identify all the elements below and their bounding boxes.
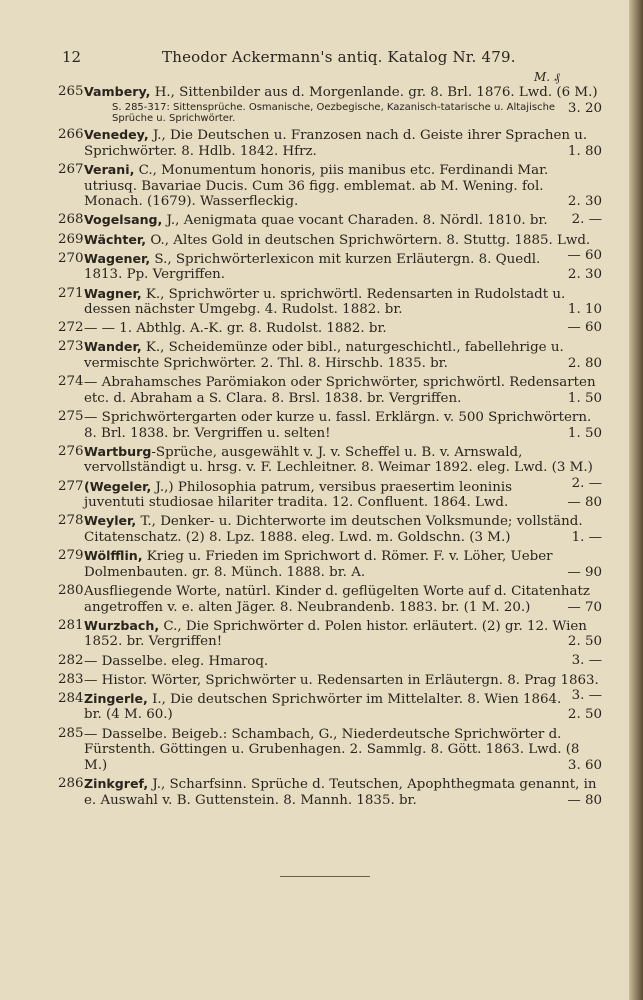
entry-price: 1. — xyxy=(571,529,602,545)
catalog-entry xyxy=(58,212,602,229)
entry-price: 2. 50 xyxy=(567,707,602,723)
entry-author: Zingerle, xyxy=(84,690,148,706)
entry-author: Venedey, xyxy=(84,127,149,143)
entry-number: 285 xyxy=(58,725,84,741)
entry-description: — Abrahamsches Parömiakon oder Sprichwörter, sprichwörtl. Redensarten etc. d. Abraham a S. Clara. 8. Brsl. 1838. br. Vergriffen. xyxy=(84,375,596,406)
entry-description: Ausfliegende Worte, natürl. Kinder d. geflügelten Worte auf d. Citatenhatz angetroffen v. e. alten Jäger. 8. Neubrandenb. 1883. br. (1 M. 20.) xyxy=(84,583,590,615)
catalog-entry xyxy=(58,548,602,580)
entry-description: J., Die Deutschen u. Franzosen nach d. Geiste ihrer Sprachen u. Sprichwörter. 8. Hdlb. 1842. Hfrz. xyxy=(84,128,588,159)
entry-number: 271 xyxy=(58,285,84,301)
entry-description: J., Aenigmata quae vocant Charaden. 8. Nördl. 1810. br. xyxy=(162,213,548,229)
entry-description: — Dasselbe. eleg. Hmaroq. xyxy=(84,653,269,669)
running-title: Theodor Ackermann's antiq. Katalog Nr. 479. xyxy=(162,48,516,66)
catalog-entry xyxy=(58,726,602,774)
entry-price: 1. 10 xyxy=(567,302,602,318)
entry-author: Wurzbach, xyxy=(84,617,160,633)
page-number: 12 xyxy=(62,48,82,66)
entry-number: 284 xyxy=(58,690,84,706)
entry-number: 278 xyxy=(58,513,84,529)
entry-number: 277 xyxy=(58,478,84,494)
entry-description: I., Die deutschen Sprichwörter im Mittelalter. 8. Wien 1864. br. (4 M. 60.) xyxy=(84,691,562,723)
entry-author: Wagner, xyxy=(84,285,142,301)
entry-price: — 70 xyxy=(567,599,602,615)
entry-price: 2. — xyxy=(571,212,602,228)
catalog-entry xyxy=(58,286,602,318)
entry-number: 267 xyxy=(58,161,84,177)
entry-description: — — 1. Abthlg. A.-K. gr. 8. Rudolst. 1882. br. xyxy=(84,321,387,337)
catalog-entry xyxy=(58,776,602,808)
entry-author: Wander, xyxy=(84,339,142,355)
catalog-entry xyxy=(58,513,602,545)
entry-price: 2. 30 xyxy=(567,194,602,210)
entry-number: 273 xyxy=(58,339,84,355)
entry-description: C., Monumentum honoris, piis manibus etc. Ferdinandi Mar. utriusq. Bavariae Ducis. Cum 36 figg. emblemat. ab M. Wening. fol. Monach. (1679). Wasserfleckig. xyxy=(84,162,549,210)
entry-description: Krieg u. Frieden im Sprichwort d. Römer. F. v. Löher, Ueber Dolmenbauten. gr. 8. Münch. 1888. br. A. xyxy=(84,549,553,580)
entry-price: 2. — xyxy=(571,476,602,491)
end-rule xyxy=(280,876,370,877)
catalog-entry xyxy=(58,479,602,511)
entry-description: J.,) Philosophia patrum, versibus praesertim leoninis juventuti studiosae hilariter tradita. 12. Confluent. 1864. Lwd. xyxy=(84,479,512,511)
entry-author: Vambery, xyxy=(84,84,151,99)
entry-number: 275 xyxy=(58,409,84,425)
entry-author: Vogelsang, xyxy=(84,212,163,228)
entry-number: 265 xyxy=(58,84,84,99)
entry-number: 268 xyxy=(58,212,84,228)
entry-price: — 60 xyxy=(567,320,602,336)
catalog-entry xyxy=(58,374,602,406)
entry-number: 282 xyxy=(58,652,84,668)
entry-author: (Wegeler, xyxy=(84,478,152,494)
entry-number: 276 xyxy=(58,443,84,459)
catalog-entry xyxy=(58,320,602,337)
entry-price: 2. 30 xyxy=(567,267,602,283)
entry-author: Wölfflin, xyxy=(84,548,143,564)
entry-description: — Sprichwörtergarten oder kurze u. fassl. Erklärgn. v. 500 Sprichwörtern. 8. Brl. 1838. br. Vergriffen u. selten! xyxy=(84,410,592,441)
entry-author: Wächter, xyxy=(84,231,147,247)
entry-number: 272 xyxy=(58,320,84,336)
entry-author: Wartburg xyxy=(84,443,152,459)
entry-price: 3. 60 xyxy=(567,757,602,773)
entry-note: S. 285-317: Sittensprüche. Osmanische, Oezbegische, Kazanisch-tatarische u. Altajische Sprüche u. Sprichwörter. xyxy=(112,101,556,125)
entry-number: 279 xyxy=(58,548,84,564)
entry-number: 280 xyxy=(58,582,84,598)
entry-description: K., Scheidemünze oder bibl., naturgeschichtl., fabellehrige u. vermischte Sprichwörter. 2. Thl. 8. Hirschb. 1835. br. xyxy=(84,340,564,372)
entry-price: 2. 50 xyxy=(567,634,602,650)
catalog-entry xyxy=(58,339,602,371)
book-spine-edge xyxy=(629,0,643,1000)
entry-price: 2. 80 xyxy=(567,356,602,372)
catalog-entries xyxy=(58,84,602,811)
entry-author: Zinkgref, xyxy=(84,776,149,792)
entry-price: 1. 50 xyxy=(567,425,602,441)
entry-description: -Sprüche, ausgewählt v. J. v. Scheffel u. B. v. Arnswald, vervollständigt u. hrsg. v. F. Lechleitner. 8. Weimar 1892. eleg. Lwd. (3 M.) xyxy=(84,444,593,476)
entry-description: K., Sprichwörter u. sprichwörtl. Redensarten in Rudolstadt u. dessen nächster Umgebg. 4. Rudolst. 1882. br. xyxy=(84,286,566,318)
entry-number: 274 xyxy=(58,374,84,390)
entry-description: H., Sittenbilder aus d. Morgenlande. gr. 8. Brl. 1876. Lwd. (6 M.) xyxy=(150,85,598,100)
catalog-entry xyxy=(58,653,602,670)
catalog-entry xyxy=(58,162,602,210)
entry-description: J., Scharfsinn. Sprüche d. Teutschen, Apophthegmata genannt, in e. Auswahl v. B. Guttenstein. 8. Mannh. 1835. br. xyxy=(84,777,597,808)
entry-price: 3. 20 xyxy=(567,100,602,116)
catalog-entry xyxy=(58,409,602,441)
entry-author: Verani, xyxy=(84,161,135,177)
entry-author: Weyler, xyxy=(84,513,137,529)
entry-number: 266 xyxy=(58,127,84,143)
entry-description: S., Sprichwörterlexicon mit kurzen Erläutergn. 8. Quedl. 1813. Pp. Vergriffen. xyxy=(84,251,541,283)
entry-description: — Dasselbe. Beigeb.: Schambach, G., Niederdeutsche Sprichwörter d. Fürstenth. Göttingen u. Grubenhagen. 2. Sammlg. 8. Gött. 1863. Lwd. (8 M.) xyxy=(84,726,580,773)
entry-description: O., Altes Gold in deutschen Sprichwörtern. 8. Stuttg. 1885. Lwd. xyxy=(146,232,591,248)
entry-price: — 80 xyxy=(567,792,602,808)
catalog-entry xyxy=(58,127,602,159)
catalog-entry xyxy=(58,618,602,650)
catalog-entry xyxy=(58,84,602,125)
entry-number: 286 xyxy=(58,776,84,792)
entry-number: 283 xyxy=(58,671,84,687)
catalog-entry xyxy=(58,691,602,723)
entry-number: 281 xyxy=(58,617,84,633)
catalog-entry xyxy=(58,251,602,283)
entry-price: — 80 xyxy=(567,495,602,511)
catalog-entry xyxy=(58,583,602,615)
entry-price: 1. 80 xyxy=(567,143,602,159)
entry-number: 270 xyxy=(58,250,84,266)
entry-price: — 90 xyxy=(567,564,602,580)
currency-heading: M. ₰ xyxy=(534,70,560,84)
entry-description: T., Denker- u. Dichterworte im deutschen Volksmunde; vollständ. Citatenschatz. (2) 8. Lpz. 1888. eleg. Lwd. m. Goldschn. (3 M.) xyxy=(84,514,583,545)
entry-price: 1. 50 xyxy=(567,390,602,406)
entry-price: 3. — xyxy=(571,652,602,668)
entry-number: 269 xyxy=(58,231,84,247)
entry-description: C., Die Sprichwörter d. Polen histor. erläutert. (2) gr. 12. Wien 1852. br. Vergriffen! xyxy=(84,618,587,650)
entry-price: 3. — xyxy=(571,688,602,704)
entry-description: — Histor. Wörter, Sprichwörter u. Redensarten in Erläutergn. 8. Prag 1863. xyxy=(84,672,599,688)
entry-author: Wagener, xyxy=(84,250,151,266)
entry-price: — 60 xyxy=(567,248,602,264)
